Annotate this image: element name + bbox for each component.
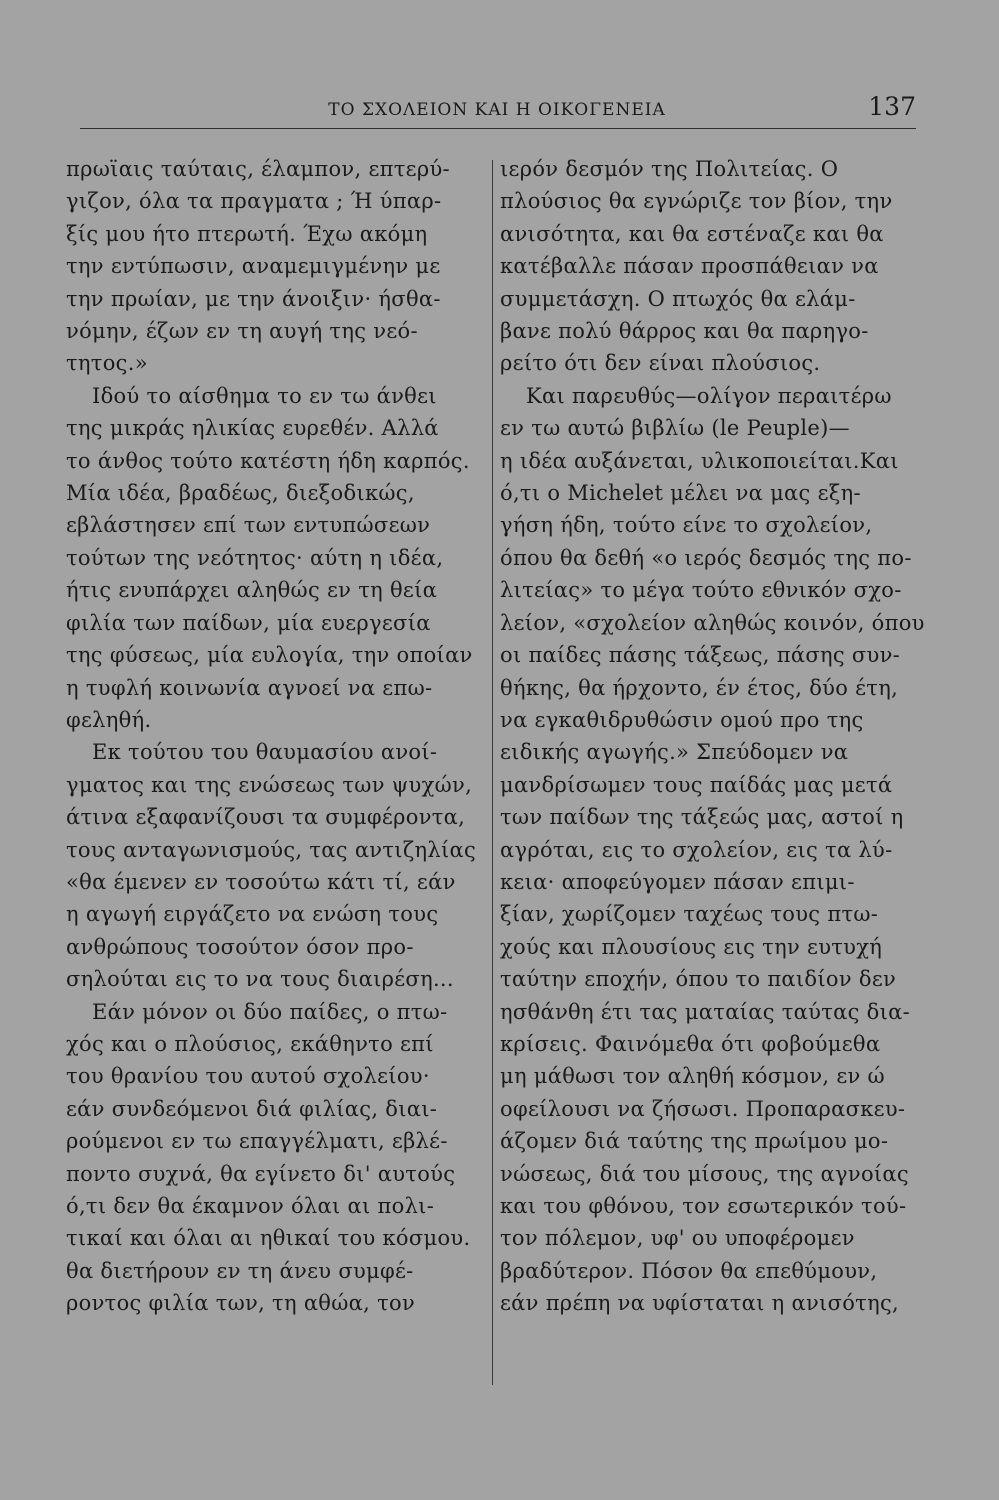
text-line: λιτείας» το μέγα τούτο εθνικόν σχο- (500, 578, 902, 603)
text-line: της μικράς ηλικίας ευρεθέν. Αλλά (66, 416, 439, 441)
text-line: ανισότητα, και θα εστέναζε και θα (500, 221, 884, 246)
text-line: πλούσιος θα εγνώριζε τον βίον, την (500, 189, 893, 214)
text-line: την εντύπωσιν, αναμεμιγμένην με (66, 254, 441, 279)
text-line: ειδικής αγωγής.» Σπεύδομεν να (500, 740, 849, 765)
text-line: θα διετήρουν εν τη άνευ συμφέ- (66, 1258, 414, 1283)
text-line: όπου θα δεθή «ο ιερός δεσμός της πο- (500, 545, 912, 570)
text-line: σηλούται εις το να τους διαιρέση... (66, 967, 454, 992)
text-line: οφείλουσι να ζήσωσι. Προπαρασκευ- (500, 1096, 906, 1121)
left-column (66, 153, 486, 1320)
header-rule (80, 128, 916, 129)
text-line: πρωϊαις ταύταις, έλαμπον, επτερύ- (66, 157, 450, 181)
text-line: εβλάστησεν επί των εντυπώσεων (66, 513, 431, 538)
text-line: μανδρίσωμεν τους παίδάς μας μετά (500, 772, 893, 797)
text-line: ταύτην εποχήν, όπου το παιδίον δεν (500, 967, 897, 992)
page-number: 137 (868, 92, 916, 121)
text-line: ανθρώπους τοσούτον όσον προ- (66, 934, 414, 959)
text-line: να εγκαθιδρυθώσιν ομού προ της (500, 707, 864, 732)
text-line: άτινα εξαφανίζουσι τα συμφέροντα, (66, 805, 466, 830)
text-line: ιερόν δεσμόν της Πολιτείας. Ο (500, 157, 839, 181)
text-line: άζομεν διά ταύτης της πρωίμου μο- (500, 1129, 889, 1154)
text-line: κατέβαλλε πάσαν προσπάθειαν να (500, 254, 879, 279)
text-line: Ιδού το αίσθημα το εν τω άνθει (92, 383, 437, 408)
text-line: τους ανταγωνισμούς, τας αντιζηλίας (66, 837, 477, 862)
column-divider (492, 160, 493, 1385)
text-line: ξίαν, χωρίζομεν ταχέως τους πτω- (500, 902, 879, 927)
text-line: Εκ τούτου του θαυμασίου ανοί- (92, 740, 438, 765)
text-line: θήκης, θα ήρχοντο, έν έτος, δύο έτη, (500, 675, 899, 700)
text-line: βανε πολύ θάρρος και θα παρηγο- (500, 319, 869, 344)
text-line: της φύσεως, μία ευλογία, την οποίαν (66, 643, 473, 668)
text-line: τούτων της νεότητος· αύτη η ιδέα, (66, 545, 444, 570)
text-line: η τυφλή κοινωνία αγνοεί να επω- (66, 675, 433, 700)
text-line: ρούμενοι εν τω επαγγέλματι, εβλέ- (66, 1129, 448, 1154)
text-line: φεληθή. (66, 707, 152, 732)
right-column (500, 153, 925, 1320)
text-line: νόμην, έζων εν τη αυγή της νεό- (66, 319, 418, 344)
text-line: εν τω αυτώ βιβλίω (le Peuple)— (500, 416, 850, 441)
text-line: Εάν μόνον οι δύο παίδες, ο πτω- (92, 999, 448, 1024)
text-line: βραδύτερον. Πόσον θα επεθύμουν, (500, 1258, 878, 1283)
text-line: γήση ήδη, τούτο είνε το σχολείον, (500, 513, 873, 538)
text-line: χούς και πλουσίους εις την ευτυχή (500, 934, 883, 959)
text-line: κρίσεις. Φαινόμεθα ότι φοβούμεθα (500, 1031, 881, 1056)
text-line: μη μάθωσι τον αληθή κόσμον, εν ώ (500, 1064, 885, 1089)
text-line: νώσεως, διά του μίσους, της αγνοίας (500, 1161, 909, 1186)
running-header (78, 92, 916, 128)
text-line: η αγωγή ειργάζετο να ενώση τους (66, 902, 439, 927)
text-line: γματος και της ενώσεως των ψυχών, (66, 772, 473, 797)
text-line: ήτις ενυπάρχει αληθώς εν τη θεία (66, 578, 438, 603)
text-line: συμμετάσχη. Ο πτωχός θα ελάμ- (500, 286, 856, 311)
text-line: τικαί και όλαι αι ηθικαί του κόσμου. (66, 1226, 471, 1251)
text-line: κεια· αποφεύγομεν πάσαν επιμι- (500, 869, 855, 894)
running-title: ΤΟ ΣΧΟΛΕΙΟΝ ΚΑΙ Η ΟΙΚΟΓΕΝΕΙΑ (328, 100, 666, 120)
text-line: Και παρευθύς—ολίγον περαιτέρω (526, 383, 892, 408)
text-line: εάν πρέπη να υφίσταται η ανισότης, (500, 1291, 900, 1316)
text-line: ροντος φιλία των, τη αθώα, τον (66, 1291, 416, 1316)
text-line: τον πόλεμον, υφ' ου υποφέρομεν (500, 1226, 855, 1251)
text-line: του θρανίου του αυτού σχολείου· (66, 1064, 430, 1089)
text-line: Μία ιδέα, βραδέως, διεξοδικώς, (66, 481, 415, 506)
text-line: γιζον, όλα τα πραγματα ; Ή ύπαρ- (66, 189, 442, 214)
text-line: ποντο συχνά, θα εγίνετο δι' αυτούς (66, 1161, 456, 1186)
text-line: ρείτο ότι δεν είναι πλούσιος. (500, 351, 821, 376)
text-line: «θα έμενεν εν τοσούτω κάτι τί, εάν (66, 869, 456, 894)
text-line: χός και ο πλούσιος, εκάθηντο επί (66, 1031, 434, 1056)
text-line: ό,τι ο Michelet μέλει να μας εξη- (500, 481, 861, 506)
text-line: αγρόται, εις το σχολείον, εις τα λύ- (500, 837, 893, 862)
text-line: των παίδων της τάξεώς μας, αστοί η (500, 805, 904, 830)
text-line: την πρωίαν, με την άνοιξιν· ήσθα- (66, 286, 441, 311)
text-line: ξίς μου ήτο πτερωτή. Έχω ακόμη (66, 221, 428, 246)
text-line: ησθάνθη έτι τας ματαίας ταύτας δια- (500, 999, 910, 1024)
text-line: λείον, «σχολείον αληθώς κοινόν, όπου (500, 610, 925, 635)
text-line: η ιδέα αυξάνεται, υλικοποιείται.Και (500, 448, 899, 473)
text-line: ό,τι δεν θα έκαμνον όλαι αι πολι- (66, 1194, 435, 1218)
text-line: οι παίδες πάσης τάξεως, πάσης συν- (500, 643, 901, 668)
text-line: τητος.» (66, 351, 148, 376)
text-line: φιλία των παίδων, μία ευεργεσία (66, 610, 431, 635)
text-line: και του φθόνου, τον εσωτερικόν τού- (500, 1194, 907, 1218)
text-line: εάν συνδεόμενοι διά φιλίας, διαι- (66, 1096, 438, 1121)
text-line: το άνθος τούτο κατέστη ήδη καρπός. (66, 448, 470, 473)
